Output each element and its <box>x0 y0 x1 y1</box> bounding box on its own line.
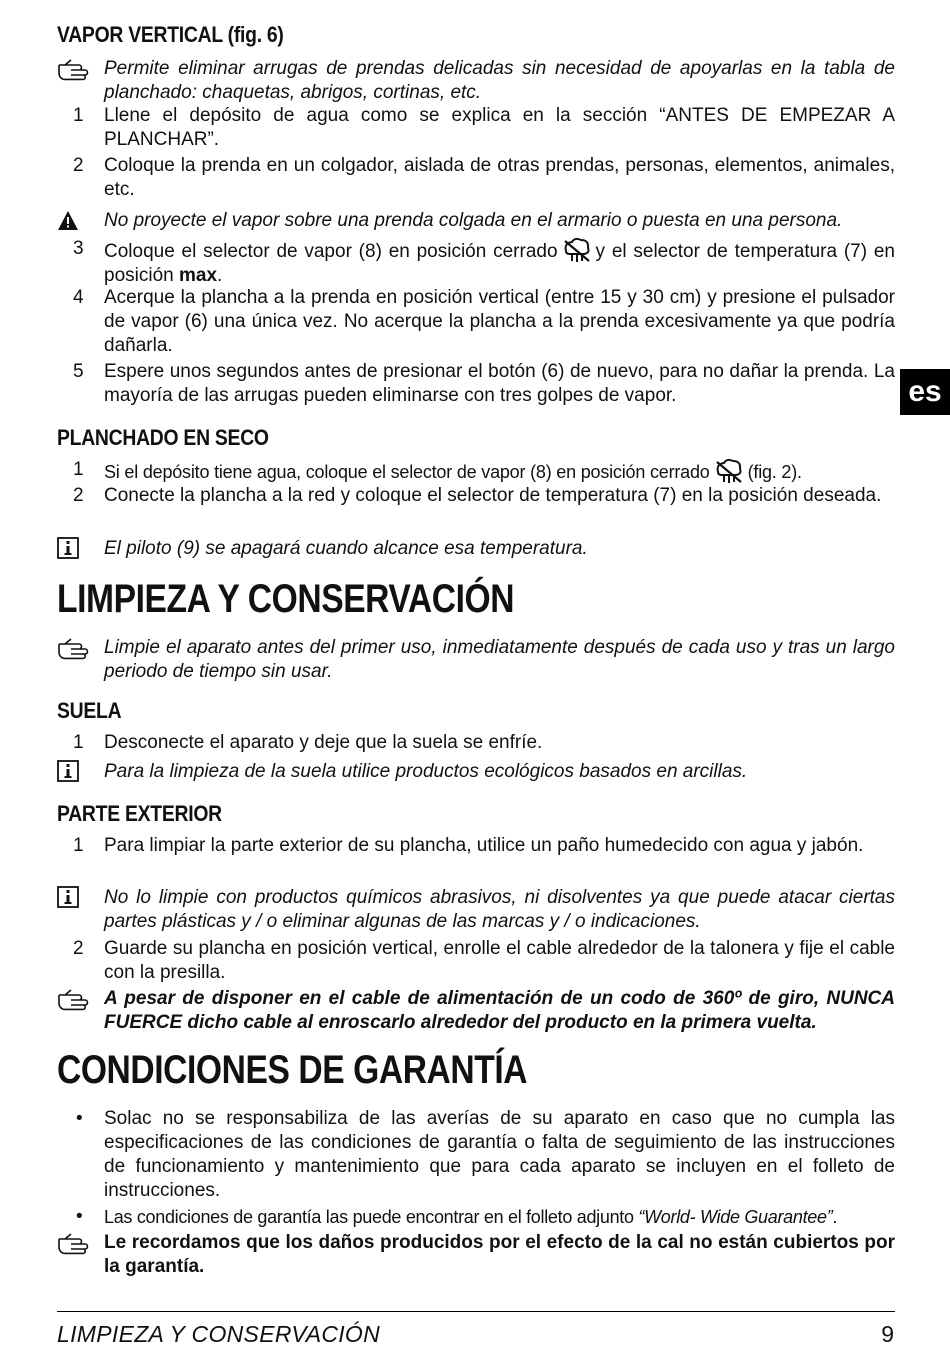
bullet-text: . <box>832 1207 838 1227</box>
info-icon <box>57 886 97 910</box>
note-text: Le recordamos que los daños producidos por el efecto de la cal no están cubiertos por la garantía. <box>104 1232 895 1277</box>
step-bold-text: max <box>179 265 218 286</box>
list-item <box>57 1205 895 1229</box>
step-text: Coloque el selector de vapor (8) en posición cerrado <box>104 241 558 262</box>
step-text: Si el depósito tiene agua, coloque el selector de vapor (8) en posición cerrado <box>104 462 710 482</box>
note-text: Permite eliminar arrugas de prendas delicadas sin necesidad de apoyarlas en la tabla de planchado: chaquetas, abrigos, cortinas, etc. <box>104 58 895 103</box>
heading-planchado-seco: PLANCHADO EN SECO <box>57 425 269 450</box>
step-text: Guarde su plancha en posición vertical, enrolle el cable alrededor de la talonera y fije el cable con la presilla. <box>104 938 895 983</box>
note-limpieza <box>57 636 895 684</box>
step-text: y el selector de temperatura (7) en posición <box>104 241 895 286</box>
step-number: 1 <box>73 732 84 753</box>
list-item <box>57 834 895 858</box>
warning-icon <box>57 209 97 233</box>
list-item <box>57 237 895 288</box>
list-item <box>57 360 895 408</box>
step-text: (fig. 2). <box>747 462 802 482</box>
step-number: 1 <box>73 105 84 126</box>
footer-divider <box>57 1311 895 1312</box>
heading-limpieza: LIMPIEZA Y CONSERVACIÓN <box>57 577 515 621</box>
pointing-hand-icon <box>57 987 97 1011</box>
step-number: 1 <box>73 459 84 480</box>
list-item <box>57 458 895 484</box>
step-text: Coloque la prenda en un colgador, aislada de otras prendas, personas, elementos, animales, etc. <box>104 155 895 200</box>
step-number: 5 <box>73 361 84 382</box>
step-number: 2 <box>73 485 84 506</box>
warning-text: No proyecte el vapor sobre una prenda colgada en el armario o puesta en una persona. <box>104 210 843 231</box>
info-text: No lo limpie con productos químicos abrasivos, ni disolventes ya que puede atacar ciertas partes plásticas y / o eliminar algunas de las marcas y / o indicaciones. <box>104 887 895 932</box>
step-text: Desconecte el aparato y deje que la suela se enfríe. <box>104 732 543 753</box>
list-item <box>57 104 895 152</box>
info-icon <box>57 760 97 784</box>
note-parte-exterior <box>57 987 895 1035</box>
list-item <box>57 154 895 202</box>
list-item <box>57 286 895 358</box>
warning-note <box>57 209 895 233</box>
pointing-hand-icon <box>57 57 97 81</box>
list-item <box>57 1107 895 1203</box>
step-number: 4 <box>73 287 84 308</box>
note-text: Limpie el aparato antes del primer uso, inmediatamente después de cada uso y tras un largo periodo de tiempo sin usar. <box>104 637 895 682</box>
step-number: 3 <box>73 238 84 259</box>
info-note <box>57 886 895 934</box>
step-number: 2 <box>73 155 84 176</box>
note-garantia <box>57 1231 895 1279</box>
steam-off-icon <box>714 458 744 484</box>
page-number: 9 <box>881 1321 894 1347</box>
list-item <box>57 937 895 985</box>
footer-title: LIMPIEZA Y CONSERVACIÓN <box>57 1321 381 1347</box>
pointing-hand-icon <box>57 636 97 660</box>
steam-off-icon <box>562 237 592 263</box>
bullet-italic-text: “World- Wide Guarantee” <box>638 1207 833 1227</box>
list-item <box>57 484 895 508</box>
note-vapor-vertical <box>57 57 895 105</box>
info-text: Para la limpieza de la suela utilice productos ecológicos basados en arcillas. <box>104 761 748 782</box>
info-text: El piloto (9) se apagará cuando alcance esa temperatura. <box>104 538 588 559</box>
heading-vapor-vertical: VAPOR VERTICAL (fig. 6) <box>57 22 284 47</box>
pointing-hand-icon <box>57 1231 97 1255</box>
step-number: 1 <box>73 835 84 856</box>
bullet-icon: • <box>76 1206 83 1227</box>
heading-suela: SUELA <box>57 698 122 723</box>
note-text: A pesar de disponer en el cable de alimentación de un codo de 360º de giro, NUNCA FUERCE dicho cable al enroscarlo alrededor del producto en la primera vuelta. <box>104 988 895 1033</box>
step-text: Conecte la plancha a la red y coloque el selector de temperatura (7) en la posición deseada. <box>104 485 882 506</box>
step-text: Espere unos segundos antes de presionar el botón (6) de nuevo, para no dañar la prenda. La mayoría de las arrugas pueden eliminarse con tres golpes de vapor. <box>104 361 895 406</box>
bullet-text: Las condiciones de garantía las puede encontrar en el folleto adjunto <box>104 1207 634 1227</box>
heading-garantia: CONDICIONES DE GARANTÍA <box>57 1048 528 1092</box>
info-note <box>57 760 895 784</box>
list-item <box>57 731 895 755</box>
heading-parte-exterior: PARTE EXTERIOR <box>57 801 222 826</box>
step-text: Llene el depósito de agua como se explica en la sección “ANTES DE EMPEZAR A PLANCHAR”. <box>104 105 895 150</box>
step-text: . <box>217 265 223 286</box>
bullet-icon: • <box>76 1108 83 1129</box>
step-number: 2 <box>73 938 84 959</box>
step-text: Acerque la plancha a la prenda en posición vertical (entre 15 y 30 cm) y presione el pulsador de vapor (6) una única vez. No acerque la plancha a la prenda excesivamente ya que podría dañarla. <box>104 287 895 356</box>
info-note <box>57 537 895 561</box>
language-tab: es <box>900 369 950 415</box>
info-icon <box>57 537 97 561</box>
bullet-text: Solac no se responsabiliza de las averías de su aparato en caso que no cumpla las especificaciones de las condiciones de garantía o falta de seguimiento de las instrucciones de funcionamiento y mantenimiento que para cada aparato se incluyen en el folleto de instrucciones. <box>104 1108 895 1201</box>
step-text: Para limpiar la parte exterior de su plancha, utilice un paño humedecido con agua y jabón. <box>104 835 864 856</box>
